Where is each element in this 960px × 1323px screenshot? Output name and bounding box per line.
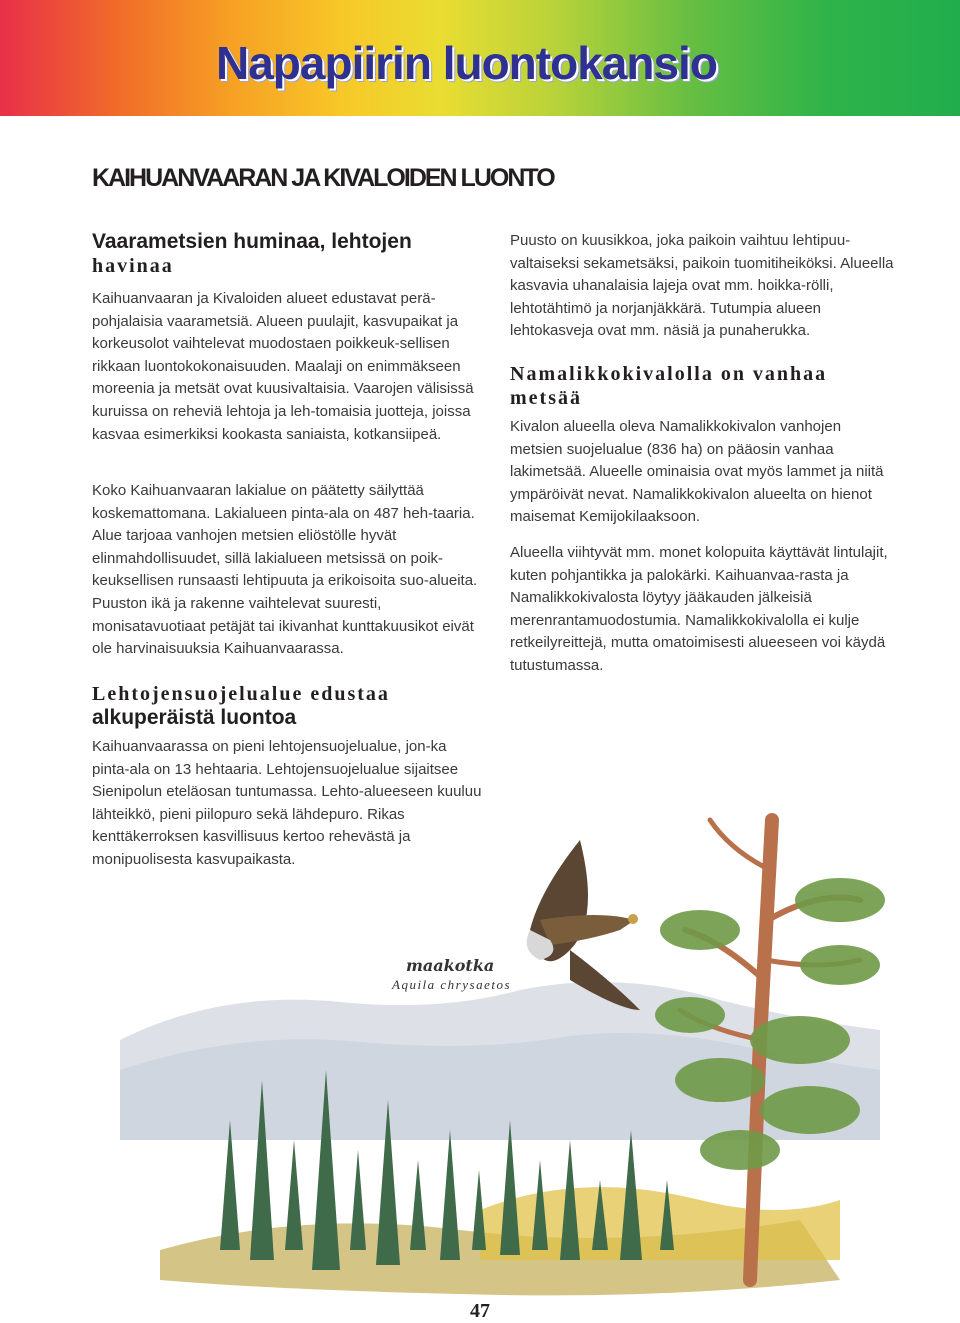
paragraph-text: Kaihuanvaarassa on pieni lehtojensuojelualue, jon-ka pinta-ala on 13 hehtaaria. Lehtojensuojelualue sijaitsee Sienipolun eteläosan tuntumassa. Lehto-alueeseen kuuluu lähteikkö, pieni piilopuro sekä lähdepuro. Rikas kenttäkerroksen kasvillisuus kertoo rehevästä ja monipuolisesta kasvupaikasta.	[92, 738, 482, 868]
caption-finnish: maakotka	[406, 956, 495, 975]
heading-namalikkokivalo	[510, 362, 895, 410]
heading-line: Lehtojensuojelualue edustaa	[92, 683, 390, 705]
page-number: 47	[470, 1300, 490, 1322]
paragraph-text: Alueella viihtyvät mm. monet kolopuita käyttävät lintulajit, kuten pohjantikka ja palokärki. Kaihuanvaa-rasta ja Namalikkokivalosta löytyy jääkauden jälkeisiä merenrantamuodostumia. Namalikkokivalolla ei kulje retkeilyreittejä, mutta omatoimisesti alueeseen voi käydä tutustumassa.	[510, 544, 888, 674]
landscape-illustration	[100, 780, 900, 1300]
paragraph-text: Kaihuanvaaran ja Kivaloiden alueet edustavat perä-pohjalaisia vaarametsiä. Alueen puulajit, kasvupaikat ja korkeusolot vaihtelevat muodostaen poikkeuk-sellisen rikkaan luontokokonaisuuden. Maalaji on enimmäkseen moreenia ja metsät ovat kuusivaltaisia. Vaarojen välisissä kuruissa on reheviä lehtoja ja leh-tomaisia juotteja, joissa kasvaa esimerkiksi kookasta saniaista, kotkansiipeä.	[92, 290, 474, 443]
section-title: KAIHUANVAARAN JA KIVALOIDEN LUONTO	[92, 164, 554, 192]
paragraph-right-2	[510, 416, 895, 529]
caption-latin: Aquila chrysaetos	[392, 977, 512, 992]
heading-line: havinaa	[92, 255, 174, 277]
paragraph-1	[92, 288, 482, 446]
paragraph-2	[92, 480, 482, 661]
document-title: Napapiirin luontokansio	[216, 37, 717, 89]
paragraph-text: Kivalon alueella oleva Namalikkokivalon vanhojen metsien suojelualue (836 ha) on pääosin vanhaa lakimetsää. Alueelle ominaisia ovat myös lammet ja niitä ympäröivät nevat. Namalikkokivalon alueelta on hienot maisemat Kemijokilaaksoon.	[510, 418, 884, 526]
heading-vaarametsat	[92, 230, 492, 278]
heading-line: metsää	[510, 387, 582, 409]
heading-line: Namalikkokivalolla on vanhaa	[510, 363, 828, 385]
heading-line: alkuperäistä luontoa	[92, 706, 297, 729]
paragraph-text: Puusto on kuusikkoa, joka paikoin vaihtuu lehtipuu-valtaiseksi sekametsäksi, paikoin tuomitiheiköksi. Alueella kasvavia uhanalaisia lajeja ovat mm. hoikka-rölli, lehtotähtimö ja norjanjäkkärä. Tutumpia alueen lehtokasveja ovat mm. näsiä ja punaherukka.	[510, 232, 894, 340]
heading-line: Vaarametsien huminaa, lehtojen	[92, 230, 412, 253]
paragraph-text: Koko Kaihuanvaaran lakialue on päätetty säilyttää koskemattomana. Lakialueen pinta-ala on 487 heh-taaria. Alue tarjoaa vanhojen metsien eliöstölle hyvät elinmahdollisuudet, sillä lakialueen metsissä on poik-keuksellisen runsaasti lehtipuuta ja erikoisoita suo-alueita. Puuston ikä ja rakenne vaihtelevat suuresti, monisatavuotiaat petäjät tai ikivanhat kunttakuusikot eivät ole harvinaisuuksia Kaihuanvaarassa.	[92, 482, 478, 658]
paragraph-right-3	[510, 542, 895, 678]
paragraph-right-1	[510, 230, 895, 343]
heading-lehtojensuojelualue	[92, 682, 492, 730]
